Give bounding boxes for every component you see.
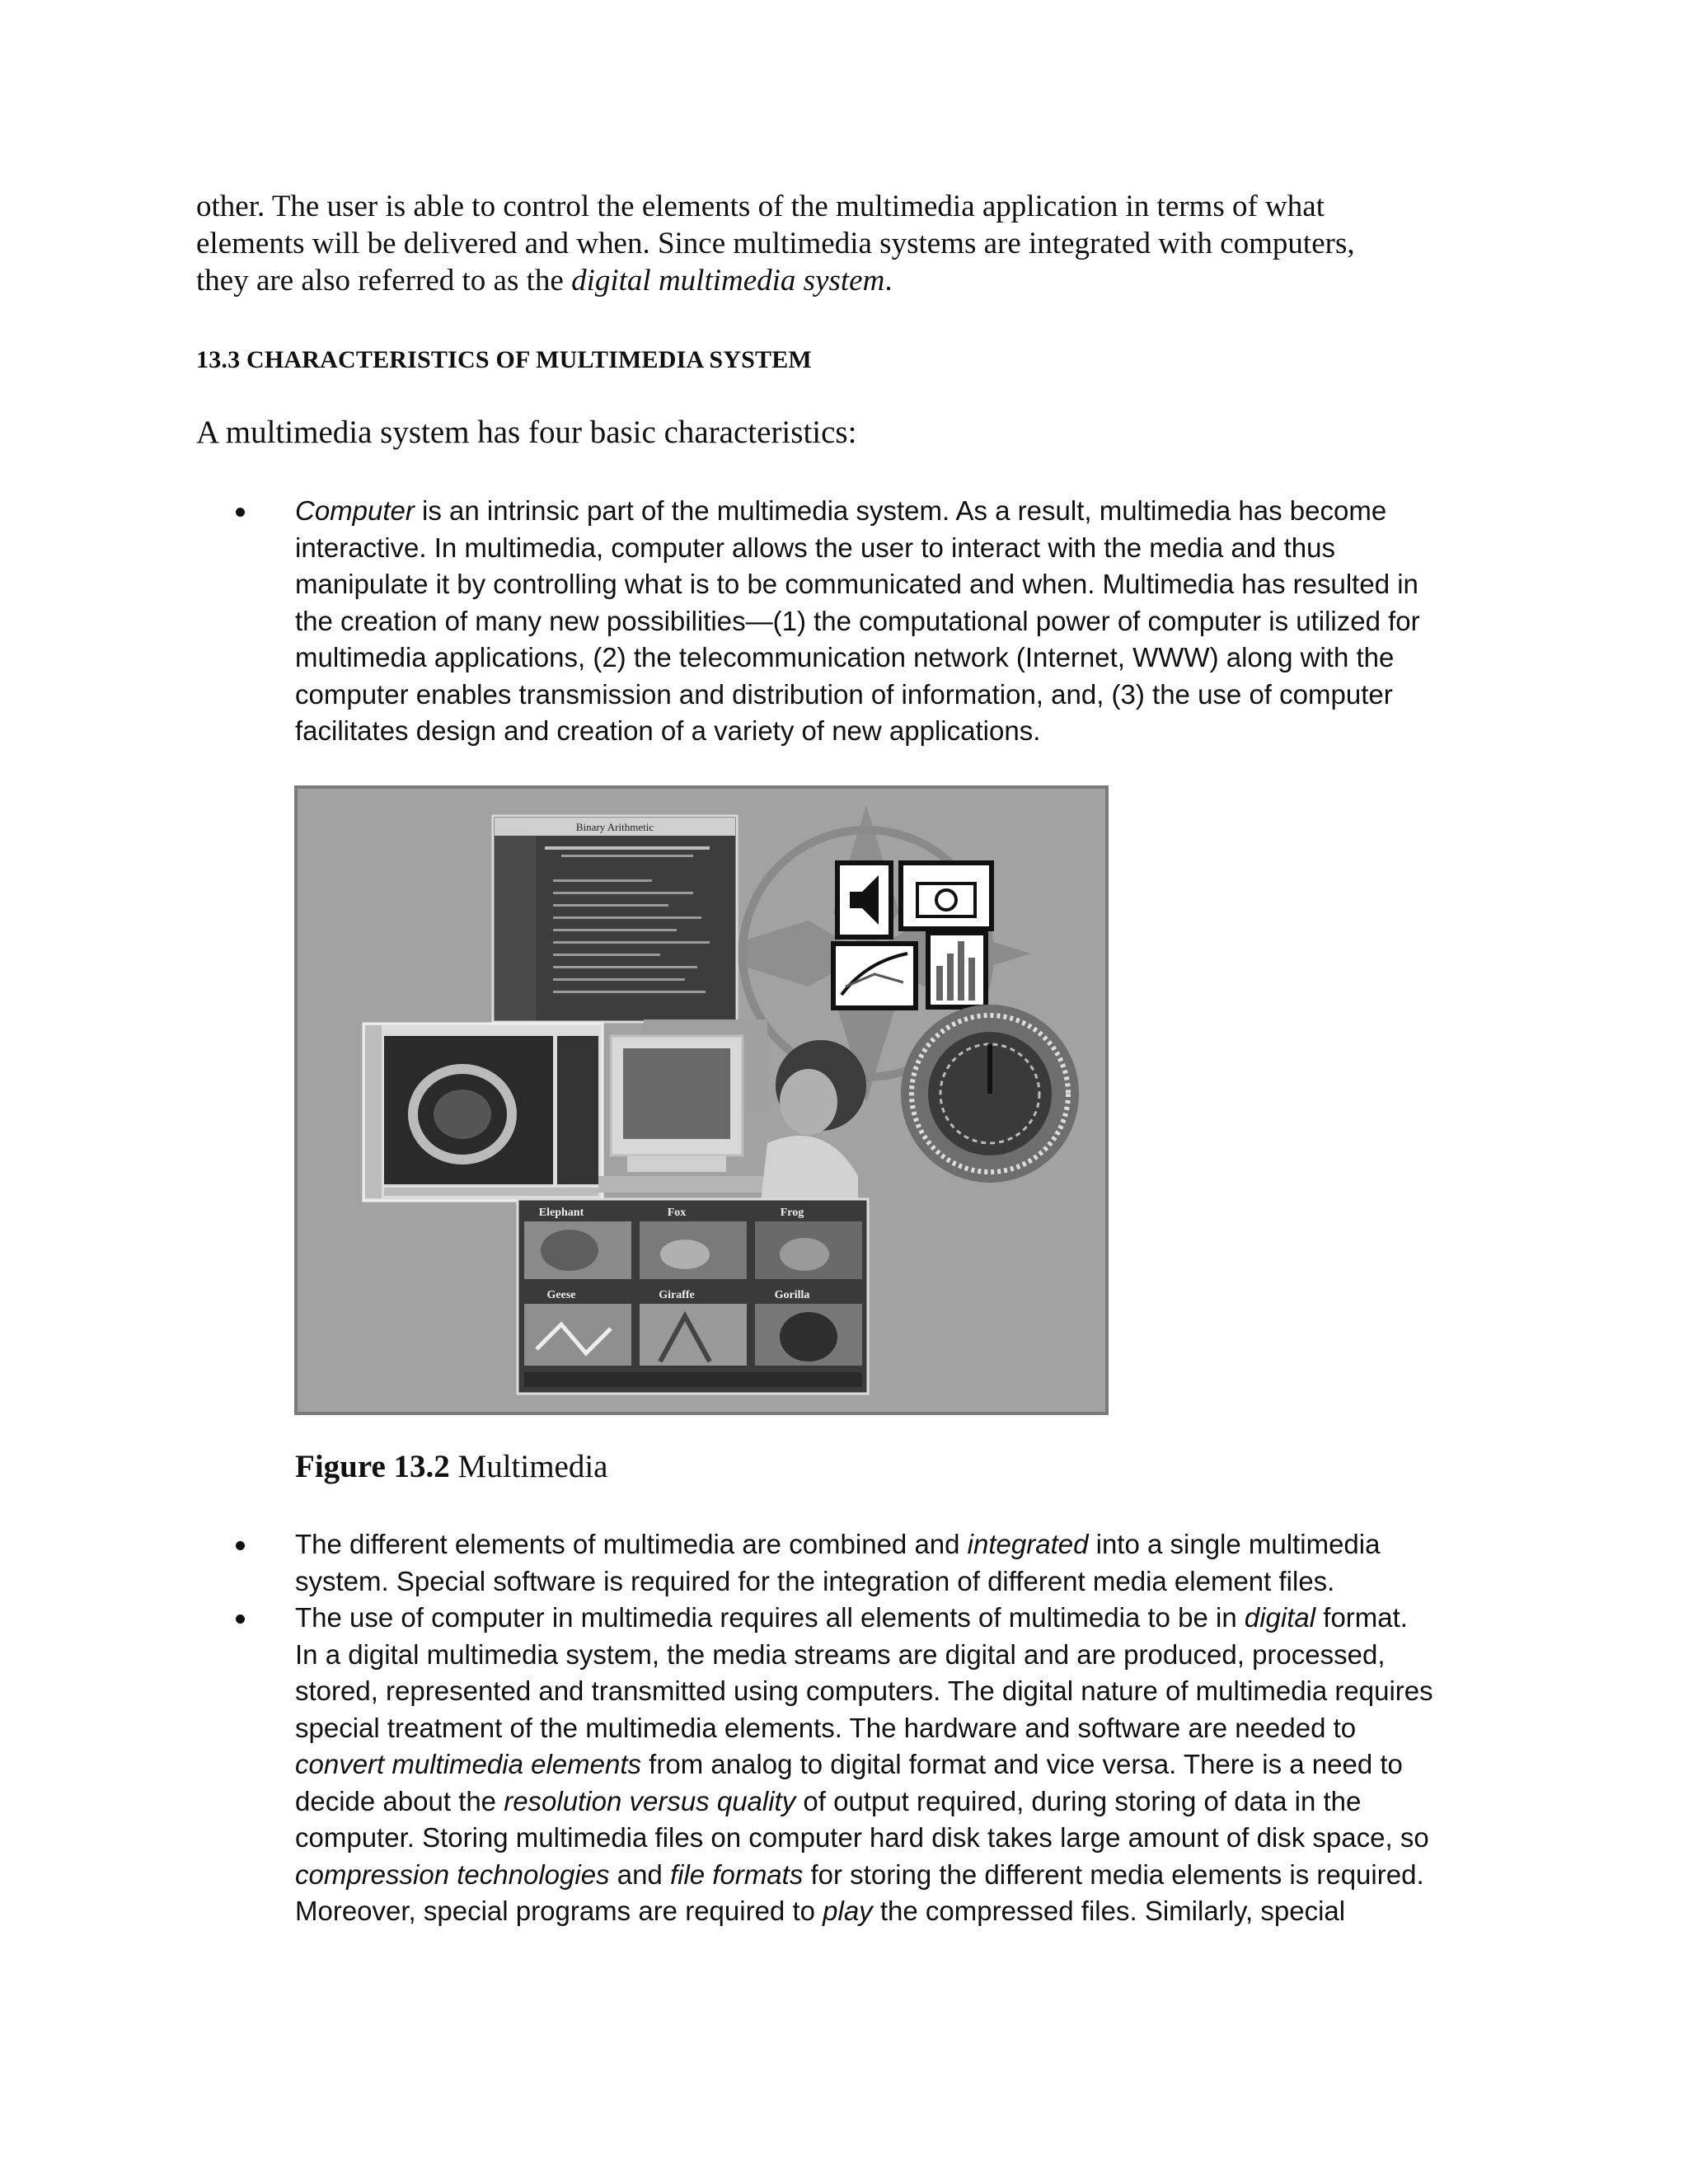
bullet-line: interactive. In multimedia, computer allows the user to interact with the media and thus xyxy=(295,532,1335,563)
lead-sentence: A multimedia system has four basic characteristics: xyxy=(196,415,857,450)
bullet-line: multimedia applications, (2) the telecommunication network (Internet, WWW) along with the xyxy=(295,642,1395,673)
emphasis: file formats xyxy=(669,1858,804,1890)
list-item xyxy=(223,1526,1475,1600)
bullet-line: facilitates design and creation of a variety of new applications. xyxy=(295,715,1041,746)
bullet-line: stored, represented and transmitted using computers. The digital nature of multimedia requires xyxy=(295,1675,1433,1706)
text-span: from analog to digital format and vice versa. There is a need to xyxy=(641,1749,1403,1779)
text-span: The use of computer in multimedia requires all elements of multimedia to be in xyxy=(295,1602,1245,1633)
intro-line xyxy=(196,262,1482,299)
section-heading: 13.3 CHARACTERISTICS OF MULTIMEDIA SYSTEM xyxy=(196,346,812,373)
text-span: elements will be delivered and when. Since multimedia systems are integrated with computers, xyxy=(196,227,1355,260)
bullet-line xyxy=(295,1526,1475,1563)
speaker-icon xyxy=(837,863,891,937)
bullet-line xyxy=(295,1857,1475,1894)
text-span: for storing the different media elements is required. xyxy=(803,1858,1424,1890)
emphasis: convert multimedia elements xyxy=(295,1749,642,1779)
bullet-line: system. Special software is required for the integration of different media element files. xyxy=(295,1565,1335,1596)
computer-and-child xyxy=(598,1019,866,1217)
text-span: . xyxy=(884,264,893,298)
text-span: and xyxy=(609,1858,670,1890)
bullet-line: the creation of many new possibilities—(1) the computational power of computer is utilized for xyxy=(295,605,1420,636)
emphasis: resolution versus quality xyxy=(504,1785,796,1816)
emphasis: integrated xyxy=(967,1529,1089,1559)
intro-paragraph xyxy=(196,188,1482,299)
bullet-line: manipulate it by controlling what is to be communicated and when. Multimedia has resulted in xyxy=(295,569,1418,599)
emphasis: compression technologies xyxy=(295,1858,610,1890)
bullet-line: In a digital multimedia system, the media streams are digital and are produced, processed, xyxy=(295,1638,1386,1670)
text-span: other. The user is able to control the elements of the multimedia application in terms of what xyxy=(196,190,1325,223)
characteristics-list-continued xyxy=(223,1526,1475,1930)
text-span: The different elements of multimedia are combined and xyxy=(295,1529,968,1559)
caption-label: Figure 13.2 xyxy=(295,1449,450,1484)
bullet-dot-icon xyxy=(236,508,245,517)
photo-label: Geese xyxy=(546,1289,576,1301)
photo-label: Gorilla xyxy=(774,1289,810,1301)
bar-chart-icon xyxy=(928,933,986,1007)
camera-icon xyxy=(901,863,992,929)
text-span: they are also referred to as the xyxy=(196,264,572,298)
text-span: decide about the xyxy=(295,1785,504,1816)
multimedia-collage xyxy=(298,789,1105,1412)
bullet-line xyxy=(295,1783,1475,1821)
list-item xyxy=(223,1600,1475,1930)
text-span: into a single multimedia xyxy=(1088,1529,1381,1559)
animal-photo-grid xyxy=(518,1199,868,1394)
text-span: the compressed files. Similarly, special xyxy=(872,1896,1346,1926)
photo-label: Frog xyxy=(780,1207,804,1219)
bullet-dot-icon xyxy=(236,1541,245,1550)
text-span: is an intrinsic part of the multimedia system. As a result, multimedia has become xyxy=(414,495,1387,526)
bullet-line: computer. Storing multimedia files on computer hard disk takes large amount of disk space, so xyxy=(295,1822,1429,1853)
bullet-line: special treatment of the multimedia elements. The hardware and software are needed to xyxy=(295,1712,1357,1743)
bullet-line xyxy=(295,1893,1475,1930)
list-item xyxy=(223,493,1475,750)
presentation-window xyxy=(493,816,737,1022)
photo-label: Elephant xyxy=(538,1207,584,1219)
bullet-line xyxy=(295,1746,1475,1783)
emphasis: digital xyxy=(1244,1602,1316,1633)
photo-label: Giraffe xyxy=(659,1289,695,1301)
emphasis: play xyxy=(823,1896,873,1926)
caption-text: Multimedia xyxy=(449,1449,608,1484)
bullet-line xyxy=(295,493,1475,530)
bullet-line xyxy=(295,1600,1475,1637)
emphasis: Computer xyxy=(295,495,415,526)
multimedia-figure xyxy=(294,785,1109,1415)
characteristics-list xyxy=(223,493,1475,750)
bullet-dot-icon xyxy=(236,1615,245,1624)
ornament-disc-icon xyxy=(901,1005,1079,1183)
intro-line xyxy=(196,225,1482,262)
inset-title: Binary Arithmetic xyxy=(575,821,654,833)
video-player-window xyxy=(363,1024,603,1201)
bullet-line: computer enables transmission and distribution of information, and, (3) the use of computer xyxy=(295,678,1393,710)
intro-line xyxy=(196,188,1482,225)
photo-label: Fox xyxy=(667,1207,687,1219)
figure-caption xyxy=(295,1448,608,1485)
emphasis: digital multimedia system xyxy=(571,264,885,298)
text-span: Moreover, special programs are required to xyxy=(295,1896,823,1926)
drawing-icon xyxy=(833,944,916,1008)
text-span: format. xyxy=(1315,1602,1408,1633)
text-span: of output required, during storing of data in the xyxy=(795,1785,1362,1816)
